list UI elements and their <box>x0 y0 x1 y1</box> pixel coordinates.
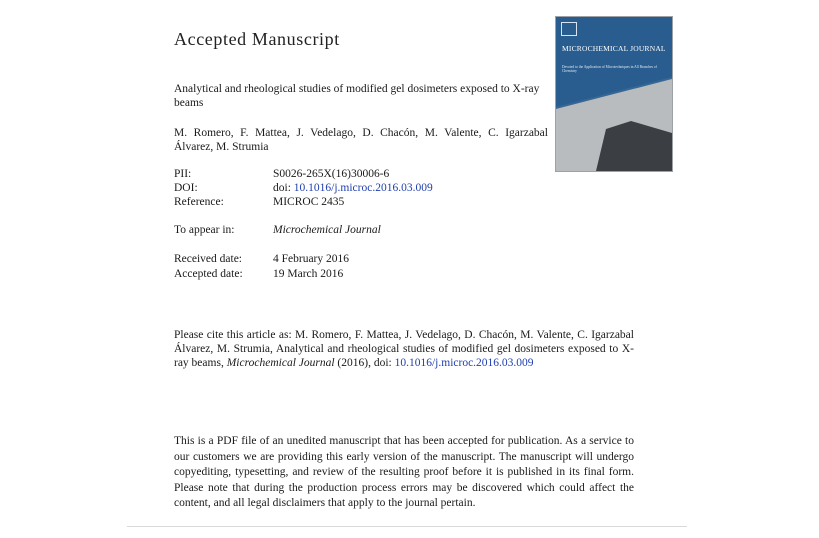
citation-prefix: Please cite this article as: M. Romero, F. Mattea, J. Vedelago, D. Chacón, M. Valente, C. Igarzabal Álvarez, M. Strumia, Analytical and rheological studies of modified gel dosimeters exposed to X-ray beams, <box>174 329 634 369</box>
reference-value: MICROC 2435 <box>273 196 345 208</box>
citation-year: (2016), <box>337 357 371 369</box>
cover-journal-name: MICROCHEMICAL JOURNAL <box>562 44 666 53</box>
citation-doi-prefix: doi: <box>373 357 392 369</box>
disclaimer-text: This is a PDF file of an unedited manuscript that has been accepted for publication. As a service to our customers we are providing this early version of the manuscript. The manuscript will undergo copyediting, typesetting, and review of the resulting proof before it is published in its final form. Please note that during the production process errors may be discovered which could affect the content, and all legal disclaimers that apply to the journal pertain. <box>174 435 634 509</box>
doi-link[interactable]: 10.1016/j.microc.2016.03.009 <box>293 182 433 194</box>
pii-label: PII: <box>174 168 192 180</box>
citation-doi-link[interactable]: 10.1016/j.microc.2016.03.009 <box>394 357 534 369</box>
citation-text <box>174 328 634 370</box>
bottom-divider <box>127 526 687 527</box>
doi-prefix: doi: <box>273 182 291 194</box>
cover-subtitle: Devoted to the Application of Microtechniques in All Branches of Chemistry <box>562 65 657 74</box>
received-label: Received date: <box>174 253 243 265</box>
received-value: 4 February 2016 <box>273 253 350 265</box>
appear-label: To appear in: <box>174 224 235 236</box>
reference-label: Reference: <box>174 196 224 208</box>
article-authors: M. Romero, F. Mattea, J. Vedelago, D. Chacón, M. Valente, C. Igarzabal Álvarez, M. Strumia <box>174 127 548 153</box>
page-title: Accepted Manuscript <box>174 29 340 49</box>
citation-journal: Microchemical Journal <box>226 357 335 369</box>
accepted-label: Accepted date: <box>174 268 243 280</box>
cover-graphic <box>556 17 672 171</box>
journal-cover <box>555 16 673 172</box>
accepted-value: 19 March 2016 <box>273 268 344 280</box>
doi-value <box>273 181 433 195</box>
pii-value: S0026-265X(16)30006-6 <box>273 168 390 180</box>
article-title: Analytical and rheological studies of modified gel dosimeters exposed to X-ray beams <box>174 83 540 109</box>
appear-value: Microchemical Journal <box>273 224 381 236</box>
publisher-logo-icon <box>561 22 577 36</box>
doi-label: DOI: <box>174 182 198 194</box>
